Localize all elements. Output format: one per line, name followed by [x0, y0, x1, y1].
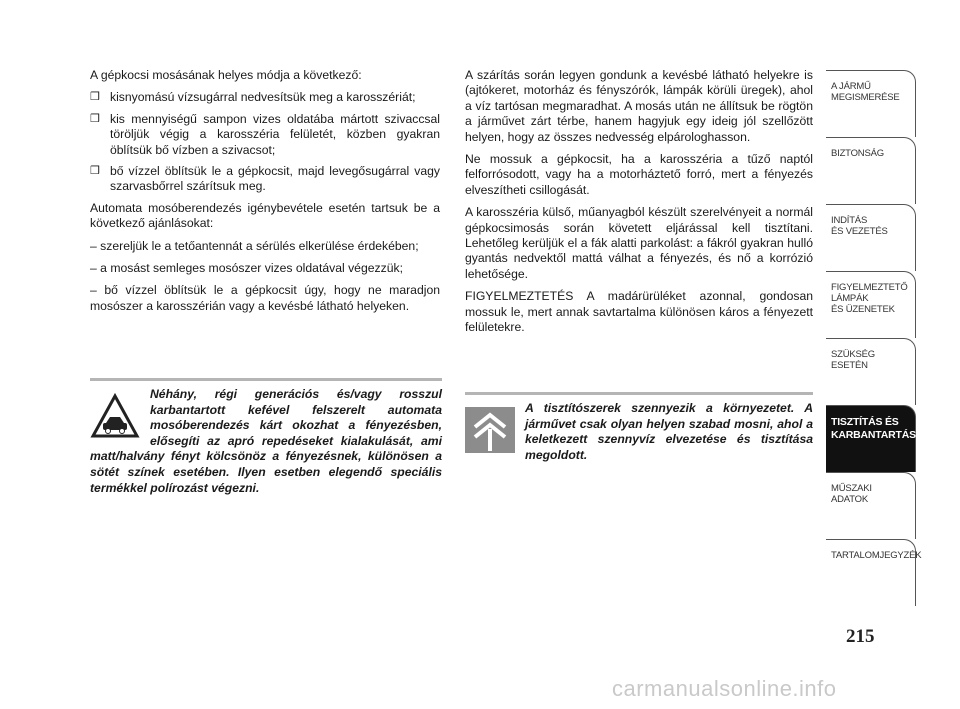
body-paragraph: A karosszéria külső, műanyagból készült szerelvényeit a normál gépkocsimosás során követett eljárással kell tisztítani. Lehetőleg kerüljük el a fák alatti parkolást: a fákról gyakran hulló gyantás nedvektől mattá válhat a fényezés, és nő a korrózió lehetősége. — [465, 205, 813, 281]
page-number: 215 — [846, 626, 875, 647]
body-paragraph: Automata mosóberendezés igénybevétele esetén tartsuk be a következő ajánlásokat: — [90, 200, 440, 231]
checkbox-bullet-icon: ❒ — [90, 112, 100, 125]
environment-note-text: A tisztítószerek szennyezik a környezetet. A járművet csak olyan helyen szabad mosni, ahol a keletkezett szennyvíz elvezetése és tisztítása megoldott. — [525, 401, 813, 462]
warning-note — [90, 378, 442, 496]
body-paragraph: – szereljük le a tetőantennát a sérülés elkerülése érdekében; — [90, 238, 419, 253]
tab-jarmu-megismerese[interactable]: A JÁRMŰ MEGISMERÉSE — [826, 70, 916, 137]
environment-arrows-icon — [465, 407, 515, 453]
left-column — [90, 68, 440, 321]
bullet-item — [90, 90, 440, 105]
tab-tartalomjegyzek[interactable]: TARTALOMJEGYZÉK — [826, 539, 916, 606]
watermark: carmanualsonline.info — [612, 676, 837, 701]
bullet-text: kisnyomású vízsugárral nedvesítsük meg a karosszériát; — [110, 90, 416, 105]
bullet-item — [90, 164, 440, 195]
checkbox-bullet-icon: ❒ — [90, 165, 100, 178]
environment-note — [465, 392, 813, 463]
tab-figyelmezteto-lampak[interactable]: FIGYELMEZTETŐ LÁMPÁK ÉS ÜZENETEK — [826, 271, 916, 338]
intro-paragraph: A gépkocsi mosásának helyes módja a következő: — [90, 68, 362, 82]
body-paragraph: A szárítás során legyen gondunk a kevésbé látható helyekre is (ajtókeret, motorház és fényszórók, lámpák körüli üregek), ahol a víz tartósan megmaradhat. A mosás után ne állítsuk be rögtön a járművet zárt térbe, hanem hagyjuk egy ideig jól szellőzött helyen, hogy az összes nedvesség elpárologhasson. — [465, 68, 813, 144]
body-paragraph: – bő vízzel öblítsük le a gépkocsit úgy, hogy ne maradjon mosószer a karosszérián vagy a kevésbé látható helyeken. — [90, 283, 440, 313]
warning-note-text: Néhány, régi generációs és/vagy rosszul karbantartott kefével felszerelt automata mosóberendezés kárt okozhat a fényezésben, elősegíti az apró repedéseket kialakulását, ami matt/halvány fényt kölcsönöz a fényezésnek, különösen a sötét színek esetében. Ilyen esetben elegendő speciális termékkel polírozást végezni. — [90, 387, 442, 495]
body-paragraph: – a mosást semleges mosószer vizes oldatával végezzük; — [90, 261, 403, 276]
checkbox-bullet-icon: ❒ — [90, 91, 100, 104]
tab-tisztitas-es-karbantartas[interactable]: TISZTÍTÁS ÉS KARBANTARTÁS — [826, 405, 916, 472]
bullet-text: bő vízzel öblítsük le a gépkocsit, majd levegősugárral vagy szarvasbőrrel szárítsuk meg. — [110, 164, 440, 194]
bullet-text: kis mennyiségű sampon vizes oldatába mártott szivaccsal töröljük végig a karosszéria felületét, közben gyakran öblítsük bő vízben a szivacsot; — [110, 111, 440, 157]
tab-szukseg-eseten[interactable]: SZÜKSÉG ESETÉN — [826, 338, 916, 405]
tab-inditas-es-vezetes[interactable]: INDÍTÁS ÉS VEZETÉS — [826, 204, 916, 271]
bullet-item — [90, 112, 440, 158]
body-paragraph: FIGYELMEZTETÉS A madárürüléket azonnal, gondosan mossuk le, mert annak savtartalma különösen káros a fényezett felületekre. — [465, 289, 813, 335]
tab-muszaki-adatok[interactable]: MŰSZAKI ADATOK — [826, 472, 916, 539]
warning-car-icon — [90, 393, 140, 439]
right-column — [465, 68, 813, 343]
tab-biztonsag[interactable]: BIZTONSÁG — [826, 137, 916, 204]
body-paragraph: Ne mossuk a gépkocsit, ha a karosszéria a tűző naptól felforrósodott, vagy ha a motorháztető forró, mert a fényezés elveszítheti csillogását. — [465, 152, 813, 197]
chapter-tabs — [826, 70, 922, 606]
